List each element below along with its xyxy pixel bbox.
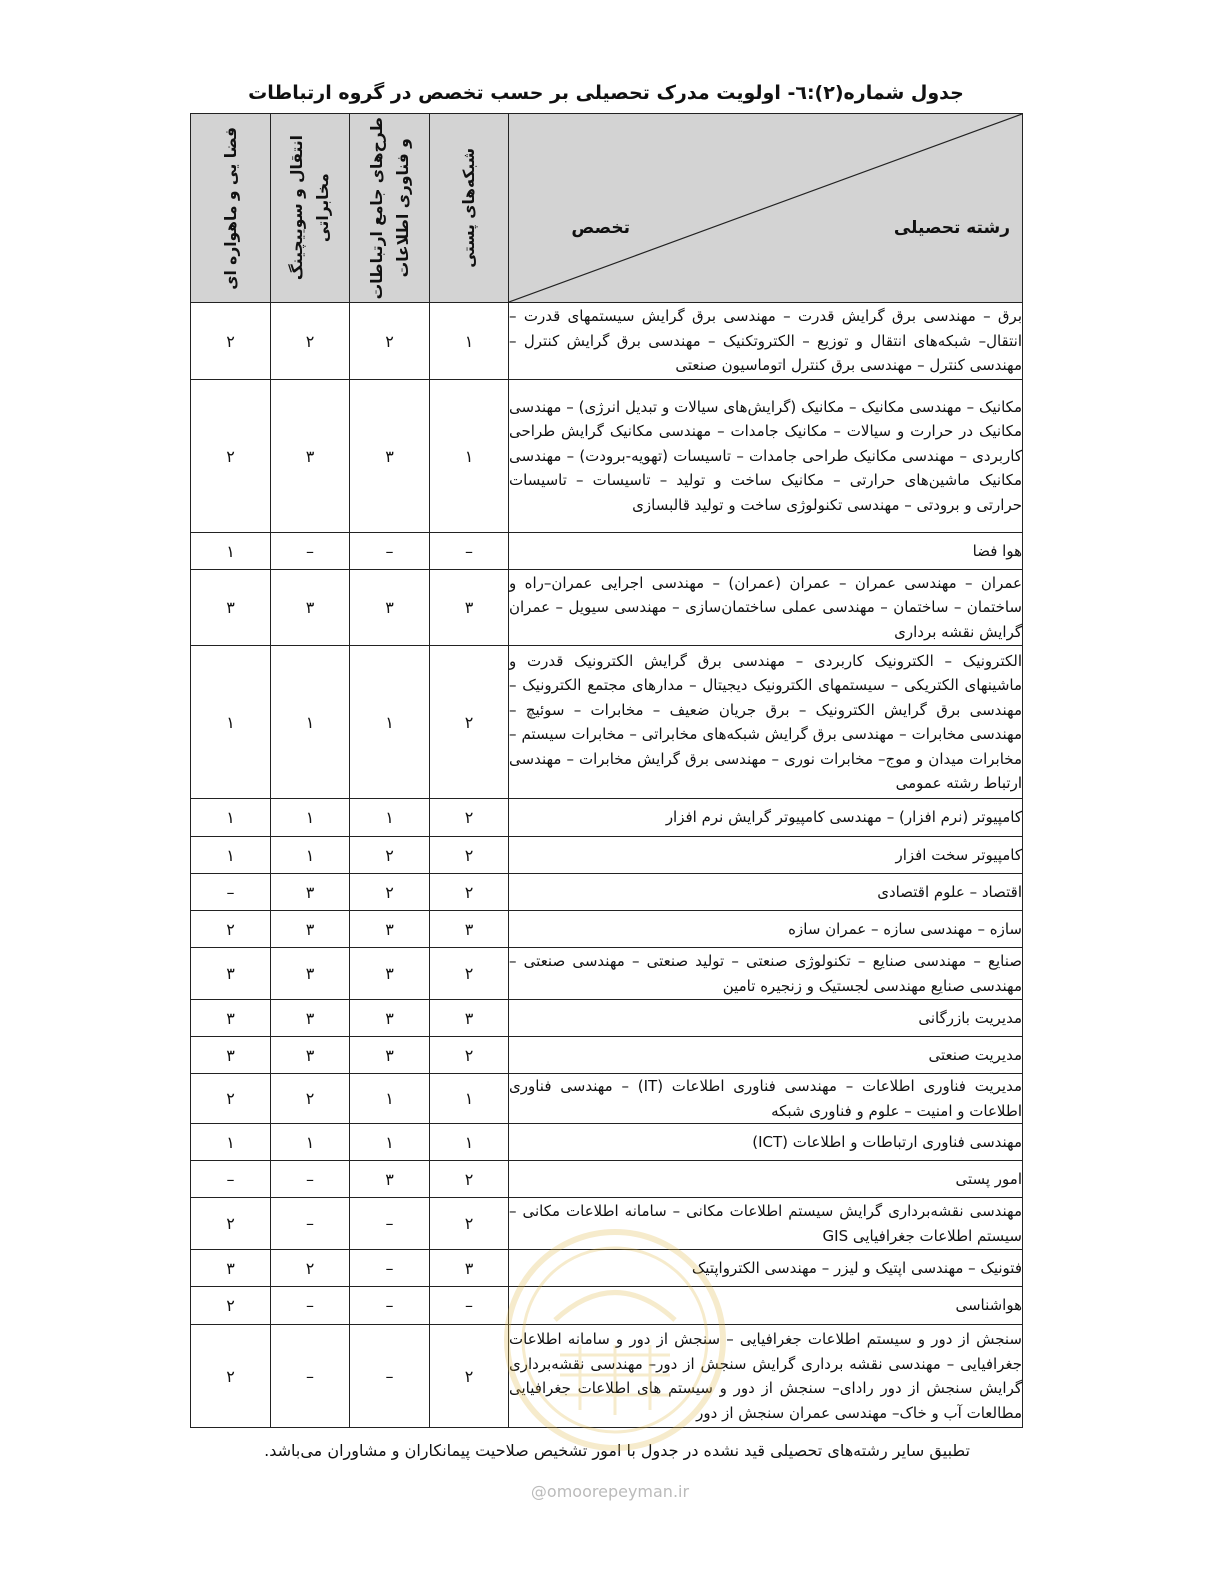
priority-cell: ۲ xyxy=(430,1325,509,1428)
priority-cell: ۳ xyxy=(191,1250,271,1287)
priority-cell: – xyxy=(271,1161,350,1198)
field-cell: مدیریت فناوری اطلاعات – مهندسی فناوری اطلاعات (IT) – مهندسی فناوری اطلاعات و امنیت – علوم و فناوری شبکه xyxy=(509,1074,1023,1124)
priority-cell: ۲ xyxy=(430,837,509,874)
priority-cell: – xyxy=(350,1287,430,1325)
priority-cell: ۲ xyxy=(430,646,509,799)
priority-cell: ۳ xyxy=(191,1000,271,1037)
priority-cell: ۲ xyxy=(350,874,430,911)
priority-cell: – xyxy=(350,1250,430,1287)
table-row xyxy=(191,1074,1023,1124)
field-cell: مکانیک – مهندسی مکانیک – مکانیک (گرایش‌های سیالات و تبدیل انرژی) – مهندسی مکانیک در حرارت و سیالات – مکانیک جامدات – مهندسی مکانیک گرایش طراحی کاربردی – مهندسی مکانیک طراحی جامدات – تاسیسات (تهویه-برودت) – مهندسی مکانیک ماشین‌های حرارتی – مکانیک ساخت و تولید – تاسیسات – تاسیسات حرارتی و برودتی – مهندسی تکنولوژی ساخت و تولید قالبسازی xyxy=(509,380,1023,533)
diagonal-line xyxy=(509,114,1022,302)
priority-cell: ۲ xyxy=(430,799,509,837)
table-row xyxy=(191,837,1023,874)
table-row xyxy=(191,1161,1023,1198)
field-header-label: رشته تحصیلی xyxy=(893,218,1010,238)
priority-cell: ۱ xyxy=(191,646,271,799)
priority-cell: ۳ xyxy=(430,570,509,646)
priority-cell: ۱ xyxy=(350,1124,430,1161)
table-row xyxy=(191,1000,1023,1037)
watermark-url: @omoorepeyman.ir xyxy=(530,1482,690,1501)
table-row xyxy=(191,646,1023,799)
field-cell: سنجش از دور و سیستم اطلاعات جغرافیایی – سنجش از دور و سامانه اطلاعات جغرافیایی – مهندسی نقشه برداری گرایش سنجش از دور– مهندسی نقشه‌برداری گرایش سنجش از دور رادای– سنجش از دور و سیستم های اطلاعات جغرافیایی مطالعات آب و خاک– مهندسی عمران سنجش از دور xyxy=(509,1325,1023,1428)
priority-cell: – xyxy=(350,533,430,570)
priority-cell: ۲ xyxy=(191,303,271,380)
priority-cell: ۳ xyxy=(271,948,350,1000)
table-row xyxy=(191,1198,1023,1250)
table-row xyxy=(191,1250,1023,1287)
priority-cell: ۲ xyxy=(430,1198,509,1250)
field-cell: کامپیوتر (نرم افزار) – مهندسی کامپیوتر گرایش نرم افزار xyxy=(509,799,1023,837)
field-cell: سازه – مهندسی سازه – عمران سازه xyxy=(509,911,1023,948)
priority-cell: ۳ xyxy=(350,1000,430,1037)
field-cell: مهندسی فناوری ارتباطات و اطلاعات (ICT) xyxy=(509,1124,1023,1161)
field-cell: الکترونیک – الکترونیک کاربردی – مهندسی برق گرایش الکترونیک قدرت و ماشینهای الکتریکی – سیستمهای الکترونیک دیجیتال – مدارهای مجتمع الکترونیک – مهندسی برق گرایش الکترونیک – برق جریان ضعیف – مخابرات – سوئیچ – مهندسی مخابرات – مهندسی برق گرایش شبکه‌های مخابراتی – مخابرات سیستم – مخابرات میدان و موج– مخابرات نوری – مهندسی برق گرایش مخابرات – مهندسی ارتباط رشته عمومی xyxy=(509,646,1023,799)
priority-cell: ۳ xyxy=(350,1037,430,1074)
priority-cell: ۲ xyxy=(430,1037,509,1074)
priority-cell: ۱ xyxy=(430,1124,509,1161)
priority-cell: ۲ xyxy=(350,837,430,874)
priority-cell: ۲ xyxy=(191,911,271,948)
priority-cell: ۲ xyxy=(430,874,509,911)
priority-cell: ۱ xyxy=(350,799,430,837)
priority-cell: ۳ xyxy=(350,1161,430,1198)
priority-cell: ۱ xyxy=(350,646,430,799)
priority-cell: ۲ xyxy=(191,1074,271,1124)
table-row xyxy=(191,874,1023,911)
table-row xyxy=(191,1037,1023,1074)
priority-cell: ۳ xyxy=(350,570,430,646)
field-cell: اقتصاد – علوم اقتصادی xyxy=(509,874,1023,911)
priority-cell: – xyxy=(271,1287,350,1325)
priority-cell: ۱ xyxy=(350,1074,430,1124)
header-row xyxy=(191,114,1023,303)
priority-cell: ۱ xyxy=(191,1124,271,1161)
priority-cell: ۱ xyxy=(271,646,350,799)
footer-note: تطبیق سایر رشته‌های تحصیلی قید نشده در جدول با امور تشخیص صلاحیت پیمانکاران و مشاوران می‌باشد. xyxy=(264,1441,970,1460)
priority-cell: ۳ xyxy=(191,1037,271,1074)
table-row xyxy=(191,948,1023,1000)
priority-cell: ۲ xyxy=(271,1074,350,1124)
column-header-postal-networks: شبکه‌های پستی xyxy=(430,114,509,303)
priority-cell: ۳ xyxy=(350,380,430,533)
priority-cell: – xyxy=(430,1287,509,1325)
priority-cell: ۱ xyxy=(191,837,271,874)
priority-cell: ۳ xyxy=(430,1000,509,1037)
table-row xyxy=(191,1325,1023,1428)
priority-cell: ۱ xyxy=(271,799,350,837)
column-header-transmission-switching: انتقال و سوییچینگ مخابراتی xyxy=(271,114,350,303)
priority-cell: ۲ xyxy=(271,1250,350,1287)
field-cell: عمران – مهندسی عمران – عمران (عمران) – مهندسی اجرایی عمران–راه و ساختمان – ساختمان – مهندسی عملی ساختمان‌سازی – مهندسی سیویل – عمران گرایش نقشه برداری xyxy=(509,570,1023,646)
table-row xyxy=(191,799,1023,837)
priority-cell: ۳ xyxy=(271,380,350,533)
priority-cell: ۳ xyxy=(191,948,271,1000)
priority-cell: ۳ xyxy=(350,948,430,1000)
priority-cell: ۲ xyxy=(191,380,271,533)
field-cell: هوا فضا xyxy=(509,533,1023,570)
priority-cell: ۳ xyxy=(271,874,350,911)
table-title: جدول شماره(۲):٦- اولویت مدرک تحصیلی بر حسب تخصص در گروه ارتباطات xyxy=(248,82,964,104)
priority-cell: ۲ xyxy=(191,1198,271,1250)
column-header-space-satellite: فضا یی و ماهواره ای xyxy=(191,114,271,303)
table-row xyxy=(191,303,1023,380)
field-cell: مهندسی نقشه‌برداری گرایش سیستم اطلاعات مکانی – سامانه اطلاعات مکانی – سیستم اطلاعات جغرافیایی GIS xyxy=(509,1198,1023,1250)
priority-cell: ۳ xyxy=(430,911,509,948)
column-header-comprehensive-plans: طرح‌های جامع ارتباطات و فناوری اطلاعات xyxy=(350,114,430,303)
specialty-header-label: تخصص xyxy=(571,218,630,238)
priority-cell: ۳ xyxy=(191,570,271,646)
priority-cell: – xyxy=(191,1161,271,1198)
priority-cell: – xyxy=(271,533,350,570)
field-header-cell xyxy=(509,114,1023,303)
field-cell: هواشناسی xyxy=(509,1287,1023,1325)
priority-cell: – xyxy=(350,1325,430,1428)
table-row xyxy=(191,1287,1023,1325)
priority-cell: – xyxy=(350,1198,430,1250)
field-cell: برق – مهندسی برق گرایش قدرت – مهندسی برق گرایش سیستمهای قدرت – انتقال– شبکه‌های انتقال و توزیع – الکتروتکنیک – مهندسی برق گرایش کنترل – مهندسی کنترل – مهندسی برق کنترل اتوماسیون صنعتی xyxy=(509,303,1023,380)
field-cell: مدیریت صنعتی xyxy=(509,1037,1023,1074)
priority-cell: ۱ xyxy=(430,1074,509,1124)
priority-cell: – xyxy=(271,1198,350,1250)
priority-cell: – xyxy=(191,874,271,911)
priority-cell: ۱ xyxy=(191,799,271,837)
priority-cell: ۳ xyxy=(271,570,350,646)
priority-cell: – xyxy=(430,533,509,570)
priority-cell: ۳ xyxy=(271,1000,350,1037)
field-cell: فتونیک – مهندسی اپتیک و لیزر – مهندسی الکترواپتیک xyxy=(509,1250,1023,1287)
table-row xyxy=(191,533,1023,570)
table-row xyxy=(191,380,1023,533)
table-row xyxy=(191,911,1023,948)
field-cell: امور پستی xyxy=(509,1161,1023,1198)
table-row xyxy=(191,1124,1023,1161)
priority-cell: ۳ xyxy=(350,911,430,948)
priority-cell: ۱ xyxy=(191,533,271,570)
priority-cell: ۲ xyxy=(350,303,430,380)
priority-cell: ۲ xyxy=(430,948,509,1000)
priority-cell: ۲ xyxy=(271,303,350,380)
field-cell: صنایع – مهندسی صنایع – تکنولوژی صنعتی – تولید صنعتی – مهندسی صنعتی – مهندسی صنایع مهندسی لجستیک و زنجیره تامین xyxy=(509,948,1023,1000)
priority-cell: ۲ xyxy=(191,1325,271,1428)
priority-cell: ۲ xyxy=(430,1161,509,1198)
priority-table xyxy=(190,113,1023,1428)
priority-cell: ۳ xyxy=(271,911,350,948)
priority-cell: ۱ xyxy=(271,837,350,874)
priority-cell: ۳ xyxy=(430,1250,509,1287)
priority-cell: – xyxy=(271,1325,350,1428)
priority-cell: ۱ xyxy=(271,1124,350,1161)
priority-cell: ۲ xyxy=(191,1287,271,1325)
priority-cell: ۱ xyxy=(430,303,509,380)
priority-cell: ۱ xyxy=(430,380,509,533)
field-cell: مدیریت بازرگانی xyxy=(509,1000,1023,1037)
table-row xyxy=(191,570,1023,646)
priority-cell: ۳ xyxy=(271,1037,350,1074)
field-cell: کامپیوتر سخت افزار xyxy=(509,837,1023,874)
